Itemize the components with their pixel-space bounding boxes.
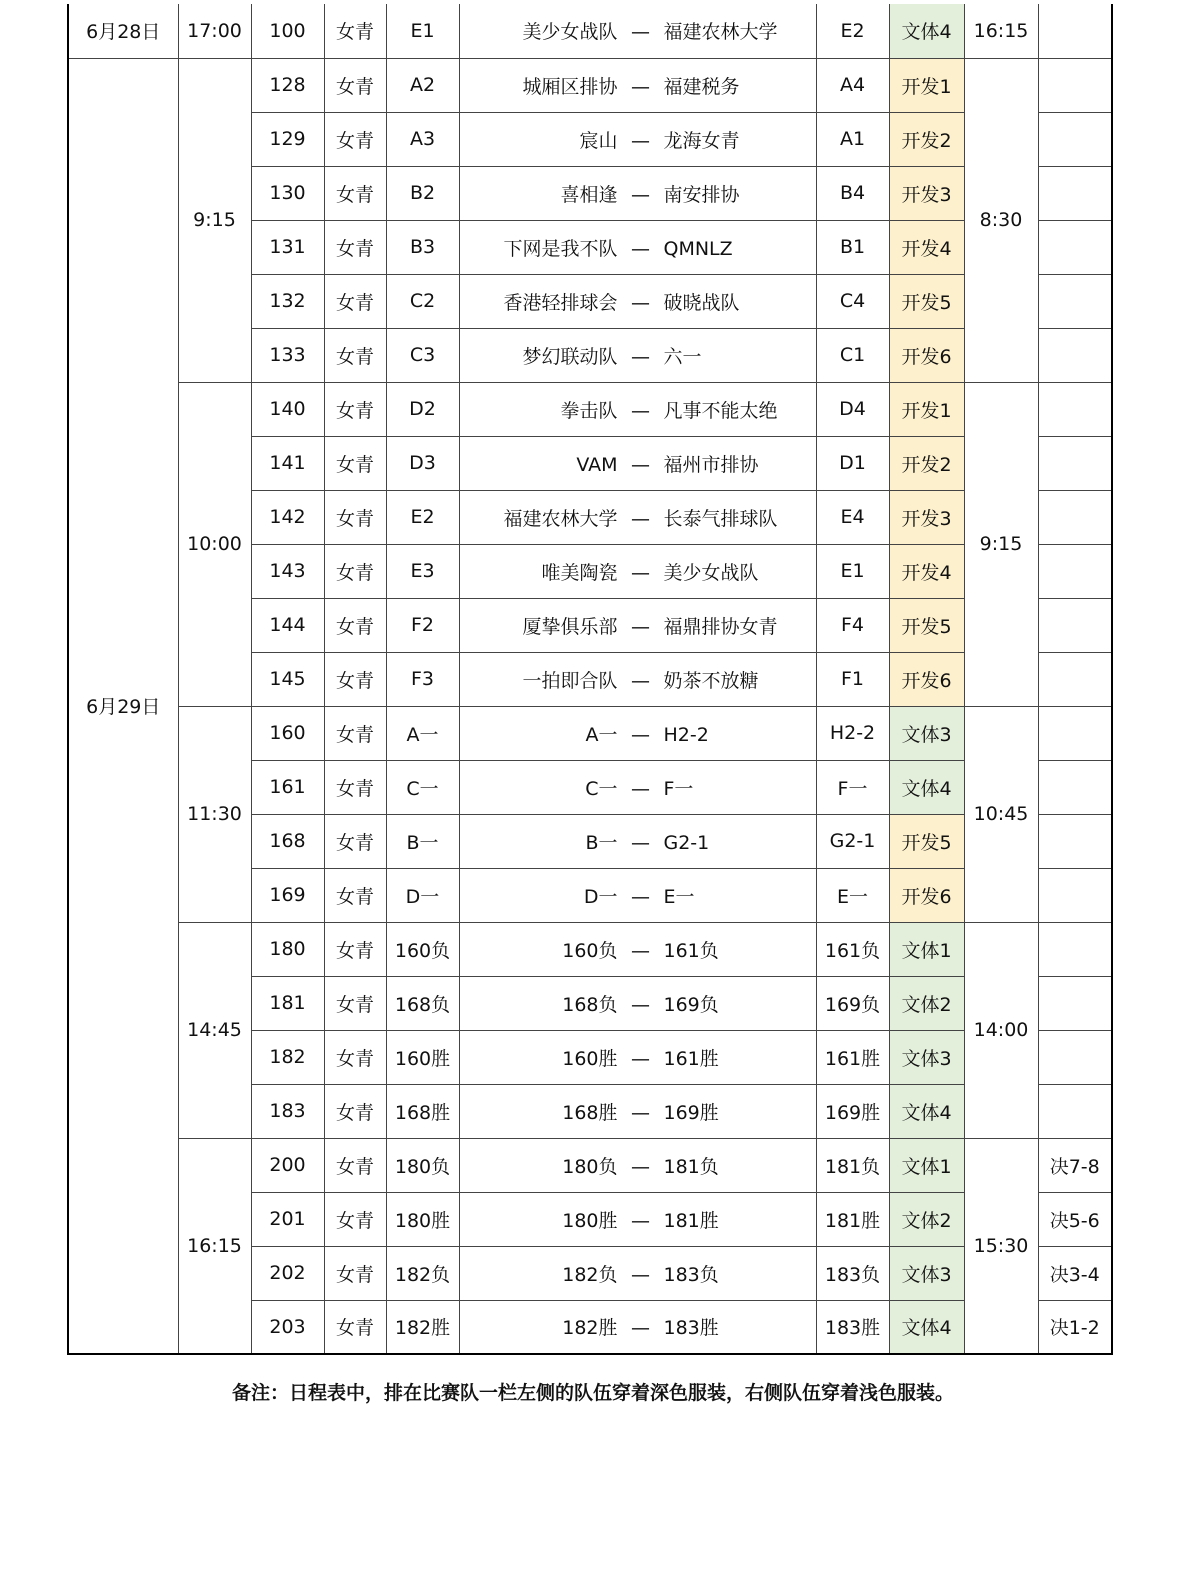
gender-group: 女青	[324, 1138, 386, 1192]
venue: 开发2	[889, 112, 964, 166]
right-code: 183负	[816, 1246, 889, 1300]
gender-group: 女青	[324, 760, 386, 814]
schedule-table	[67, 4, 1113, 1355]
right-code: B4	[816, 166, 889, 220]
venue: 开发4	[889, 544, 964, 598]
table-row	[68, 706, 1112, 760]
gender-group: 女青	[324, 490, 386, 544]
left-team: 168负	[562, 993, 618, 1016]
remark	[1038, 112, 1112, 166]
match-teams	[459, 1084, 816, 1138]
remark	[1038, 166, 1112, 220]
left-code: E2	[386, 490, 459, 544]
left-code: 160胜	[386, 1030, 459, 1084]
left-team: 拳击队	[560, 399, 618, 422]
right-team: 福建农林大学	[663, 21, 778, 44]
gender-group: 女青	[324, 706, 386, 760]
versus-separator: —	[631, 183, 650, 206]
versus-separator: —	[631, 291, 650, 314]
remark	[1038, 976, 1112, 1030]
match-teams	[459, 922, 816, 976]
versus-separator: —	[631, 777, 650, 800]
match-teams	[459, 220, 816, 274]
right-team: 181负	[663, 1155, 719, 1178]
left-team: 160负	[562, 939, 618, 962]
venue: 文体4	[889, 4, 964, 58]
remark	[1038, 58, 1112, 112]
versus-separator: —	[631, 615, 650, 638]
left-team: 梦幻联动队	[522, 345, 618, 368]
venue: 文体3	[889, 706, 964, 760]
gender-group: 女青	[324, 1300, 386, 1354]
right-team: 龙海女青	[663, 129, 740, 152]
left-code: A3	[386, 112, 459, 166]
right-code: F4	[816, 598, 889, 652]
match-number: 145	[251, 652, 324, 706]
gender-group: 女青	[324, 382, 386, 436]
gender-group: 女青	[324, 814, 386, 868]
remark	[1038, 922, 1112, 976]
left-code: D2	[386, 382, 459, 436]
venue: 开发2	[889, 436, 964, 490]
versus-separator: —	[631, 1047, 650, 1070]
venue: 文体1	[889, 1138, 964, 1192]
remark	[1038, 1084, 1112, 1138]
venue: 开发6	[889, 652, 964, 706]
match-number: 144	[251, 598, 324, 652]
right-team: 161胜	[663, 1047, 719, 1070]
gender-group: 女青	[324, 4, 386, 58]
left-code: A一	[386, 706, 459, 760]
venue: 开发5	[889, 274, 964, 328]
versus-separator: —	[631, 561, 650, 584]
warmup-time: 10:45	[964, 706, 1038, 922]
left-code: 168胜	[386, 1084, 459, 1138]
versus-separator: —	[631, 237, 650, 260]
match-number: 161	[251, 760, 324, 814]
left-team: 宸山	[579, 129, 618, 152]
match-number: 168	[251, 814, 324, 868]
left-team: 一拍即合队	[522, 669, 618, 692]
venue: 文体1	[889, 922, 964, 976]
match-number: 160	[251, 706, 324, 760]
warmup-time: 9:15	[964, 382, 1038, 706]
remark	[1038, 436, 1112, 490]
warmup-time: 15:30	[964, 1138, 1038, 1354]
gender-group: 女青	[324, 598, 386, 652]
right-team: 181胜	[663, 1209, 719, 1232]
versus-separator: —	[631, 669, 650, 692]
gender-group: 女青	[324, 1030, 386, 1084]
gender-group: 女青	[324, 652, 386, 706]
match-teams	[459, 58, 816, 112]
match-number: 202	[251, 1246, 324, 1300]
match-number: 203	[251, 1300, 324, 1354]
left-team: 下网是我不队	[503, 237, 618, 260]
remark	[1038, 328, 1112, 382]
right-code: 183胜	[816, 1300, 889, 1354]
right-team: F一	[663, 777, 694, 800]
versus-separator: —	[631, 345, 650, 368]
remark	[1038, 490, 1112, 544]
start-time: 11:30	[178, 706, 251, 922]
right-team: 福建税务	[663, 75, 740, 98]
left-code: E3	[386, 544, 459, 598]
remark	[1038, 598, 1112, 652]
right-team: 183胜	[663, 1317, 719, 1340]
match-teams	[459, 598, 816, 652]
table-row	[68, 58, 1112, 112]
right-team: E一	[663, 885, 695, 908]
venue: 开发5	[889, 598, 964, 652]
venue: 文体4	[889, 1300, 964, 1354]
right-code: C1	[816, 328, 889, 382]
left-code: 180负	[386, 1138, 459, 1192]
right-team: 福鼎排协女青	[663, 615, 778, 638]
left-code: B3	[386, 220, 459, 274]
remark	[1038, 274, 1112, 328]
match-teams	[459, 4, 816, 58]
gender-group: 女青	[324, 922, 386, 976]
start-time: 17:00	[178, 4, 251, 58]
left-team: 180胜	[562, 1209, 618, 1232]
match-teams	[459, 274, 816, 328]
venue: 开发6	[889, 328, 964, 382]
match-teams	[459, 328, 816, 382]
versus-separator: —	[631, 1317, 650, 1340]
match-teams	[459, 544, 816, 598]
left-team: 唯美陶瓷	[541, 561, 618, 584]
match-number: 169	[251, 868, 324, 922]
remark	[1038, 544, 1112, 598]
gender-group: 女青	[324, 274, 386, 328]
date-cell: 6月29日	[68, 58, 178, 1354]
match-teams	[459, 814, 816, 868]
right-code: H2-2	[816, 706, 889, 760]
gender-group: 女青	[324, 220, 386, 274]
right-team: G2-1	[663, 831, 710, 854]
match-number: 128	[251, 58, 324, 112]
remark: 决7-8	[1038, 1138, 1112, 1192]
match-teams	[459, 1030, 816, 1084]
remark	[1038, 220, 1112, 274]
versus-separator: —	[631, 399, 650, 422]
left-code: A2	[386, 58, 459, 112]
match-teams	[459, 1300, 816, 1354]
right-team: 长泰气排球队	[663, 507, 778, 530]
gender-group: 女青	[324, 1246, 386, 1300]
right-code: D1	[816, 436, 889, 490]
venue: 文体2	[889, 1192, 964, 1246]
venue: 文体3	[889, 1030, 964, 1084]
footnote: 备注：日程表中，排在比赛队一栏左侧的队伍穿着深色服装，右侧队伍穿着浅色服装。	[231, 1382, 954, 1404]
warmup-time: 16:15	[964, 4, 1038, 58]
match-teams	[459, 1246, 816, 1300]
remark: 决5-6	[1038, 1192, 1112, 1246]
right-team: 六一	[663, 345, 702, 368]
remark	[1038, 1030, 1112, 1084]
right-team: 183负	[663, 1263, 719, 1286]
match-number: 183	[251, 1084, 324, 1138]
left-team: 180负	[562, 1155, 618, 1178]
match-number: 141	[251, 436, 324, 490]
gender-group: 女青	[324, 436, 386, 490]
right-code: 161胜	[816, 1030, 889, 1084]
left-team: 160胜	[562, 1047, 618, 1070]
left-team: 182负	[562, 1263, 618, 1286]
date-cell: 6月28日	[68, 4, 178, 58]
remark	[1038, 706, 1112, 760]
left-code: F2	[386, 598, 459, 652]
match-number: 182	[251, 1030, 324, 1084]
gender-group: 女青	[324, 976, 386, 1030]
right-code: E一	[816, 868, 889, 922]
match-teams	[459, 976, 816, 1030]
schedule-body	[68, 4, 1112, 1354]
venue: 开发4	[889, 220, 964, 274]
right-team: 161负	[663, 939, 719, 962]
match-teams	[459, 1192, 816, 1246]
right-code: E2	[816, 4, 889, 58]
right-code: G2-1	[816, 814, 889, 868]
left-team: 福建农林大学	[503, 507, 618, 530]
match-number: 200	[251, 1138, 324, 1192]
venue: 文体3	[889, 1246, 964, 1300]
remark: 决3-4	[1038, 1246, 1112, 1300]
right-code: 169胜	[816, 1084, 889, 1138]
match-number: 140	[251, 382, 324, 436]
gender-group: 女青	[324, 166, 386, 220]
gender-group: 女青	[324, 868, 386, 922]
versus-separator: —	[631, 75, 650, 98]
left-code: C3	[386, 328, 459, 382]
table-row	[68, 382, 1112, 436]
venue: 文体4	[889, 760, 964, 814]
warmup-time: 8:30	[964, 58, 1038, 382]
gender-group: 女青	[324, 58, 386, 112]
remark	[1038, 652, 1112, 706]
match-number: 180	[251, 922, 324, 976]
left-team: 香港轻排球会	[503, 291, 618, 314]
venue: 文体2	[889, 976, 964, 1030]
left-code: 180胜	[386, 1192, 459, 1246]
gender-group: 女青	[324, 328, 386, 382]
versus-separator: —	[631, 21, 650, 44]
match-teams	[459, 652, 816, 706]
match-teams	[459, 382, 816, 436]
right-team: 美少女战队	[663, 561, 759, 584]
table-row	[68, 4, 1112, 58]
right-team: 奶茶不放糖	[663, 669, 759, 692]
match-teams	[459, 436, 816, 490]
left-team: D一	[583, 885, 618, 908]
match-number: 131	[251, 220, 324, 274]
left-team: A一	[585, 723, 618, 746]
left-code: D3	[386, 436, 459, 490]
match-number: 181	[251, 976, 324, 1030]
right-code: F1	[816, 652, 889, 706]
right-team: QMNLZ	[663, 237, 733, 260]
left-team: C一	[585, 777, 618, 800]
venue: 开发6	[889, 868, 964, 922]
left-code: C2	[386, 274, 459, 328]
right-team: 169负	[663, 993, 719, 1016]
left-code: B2	[386, 166, 459, 220]
right-code: 161负	[816, 922, 889, 976]
versus-separator: —	[631, 453, 650, 476]
start-time: 9:15	[178, 58, 251, 382]
match-teams	[459, 112, 816, 166]
match-teams	[459, 868, 816, 922]
match-number: 130	[251, 166, 324, 220]
right-code: A1	[816, 112, 889, 166]
remark	[1038, 4, 1112, 58]
match-number: 142	[251, 490, 324, 544]
start-time: 10:00	[178, 382, 251, 706]
right-code: 169负	[816, 976, 889, 1030]
warmup-time: 14:00	[964, 922, 1038, 1138]
right-team: 破晓战队	[663, 291, 740, 314]
start-time: 14:45	[178, 922, 251, 1138]
venue: 开发1	[889, 382, 964, 436]
left-code: E1	[386, 4, 459, 58]
match-number: 100	[251, 4, 324, 58]
right-code: A4	[816, 58, 889, 112]
left-code: F3	[386, 652, 459, 706]
venue: 文体4	[889, 1084, 964, 1138]
start-time: 16:15	[178, 1138, 251, 1354]
gender-group: 女青	[324, 112, 386, 166]
remark	[1038, 760, 1112, 814]
left-team: 喜相逢	[560, 183, 618, 206]
versus-separator: —	[631, 1263, 650, 1286]
remark: 决1-2	[1038, 1300, 1112, 1354]
right-team: 福州市排协	[663, 453, 759, 476]
venue: 开发5	[889, 814, 964, 868]
match-number: 129	[251, 112, 324, 166]
gender-group: 女青	[324, 544, 386, 598]
versus-separator: —	[631, 993, 650, 1016]
match-number: 201	[251, 1192, 324, 1246]
left-team: 168胜	[562, 1101, 618, 1124]
left-team: 厦挚俱乐部	[522, 615, 618, 638]
match-teams	[459, 760, 816, 814]
left-code: D一	[386, 868, 459, 922]
remark	[1038, 814, 1112, 868]
left-code: B一	[386, 814, 459, 868]
venue: 开发3	[889, 490, 964, 544]
match-teams	[459, 166, 816, 220]
gender-group: 女青	[324, 1192, 386, 1246]
right-team: 169胜	[663, 1101, 719, 1124]
right-code: E1	[816, 544, 889, 598]
venue: 开发1	[889, 58, 964, 112]
right-code: B1	[816, 220, 889, 274]
left-team: B一	[585, 831, 618, 854]
left-code: 182负	[386, 1246, 459, 1300]
right-code: C4	[816, 274, 889, 328]
match-number: 132	[251, 274, 324, 328]
versus-separator: —	[631, 1101, 650, 1124]
right-team: 凡事不能太绝	[663, 399, 778, 422]
left-code: C一	[386, 760, 459, 814]
match-teams	[459, 706, 816, 760]
versus-separator: —	[631, 939, 650, 962]
match-teams	[459, 1138, 816, 1192]
left-team: 城厢区排协	[522, 75, 618, 98]
versus-separator: —	[631, 1209, 650, 1232]
left-team: 182胜	[562, 1317, 618, 1340]
left-code: 168负	[386, 976, 459, 1030]
versus-separator: —	[631, 507, 650, 530]
right-code: 181胜	[816, 1192, 889, 1246]
versus-separator: —	[631, 723, 650, 746]
versus-separator: —	[631, 885, 650, 908]
right-code: D4	[816, 382, 889, 436]
left-team: 美少女战队	[522, 21, 618, 44]
right-team: 南安排协	[663, 183, 740, 206]
table-row	[68, 922, 1112, 976]
gender-group: 女青	[324, 1084, 386, 1138]
left-code: 160负	[386, 922, 459, 976]
versus-separator: —	[631, 831, 650, 854]
match-number: 133	[251, 328, 324, 382]
match-teams	[459, 490, 816, 544]
left-code: 182胜	[386, 1300, 459, 1354]
right-code: E4	[816, 490, 889, 544]
table-row	[68, 1138, 1112, 1192]
versus-separator: —	[631, 1155, 650, 1178]
versus-separator: —	[631, 129, 650, 152]
venue: 开发3	[889, 166, 964, 220]
right-code: 181负	[816, 1138, 889, 1192]
remark	[1038, 868, 1112, 922]
right-code: F一	[816, 760, 889, 814]
right-team: H2-2	[663, 723, 709, 746]
left-team: VAM	[576, 453, 618, 476]
match-number: 143	[251, 544, 324, 598]
remark	[1038, 382, 1112, 436]
